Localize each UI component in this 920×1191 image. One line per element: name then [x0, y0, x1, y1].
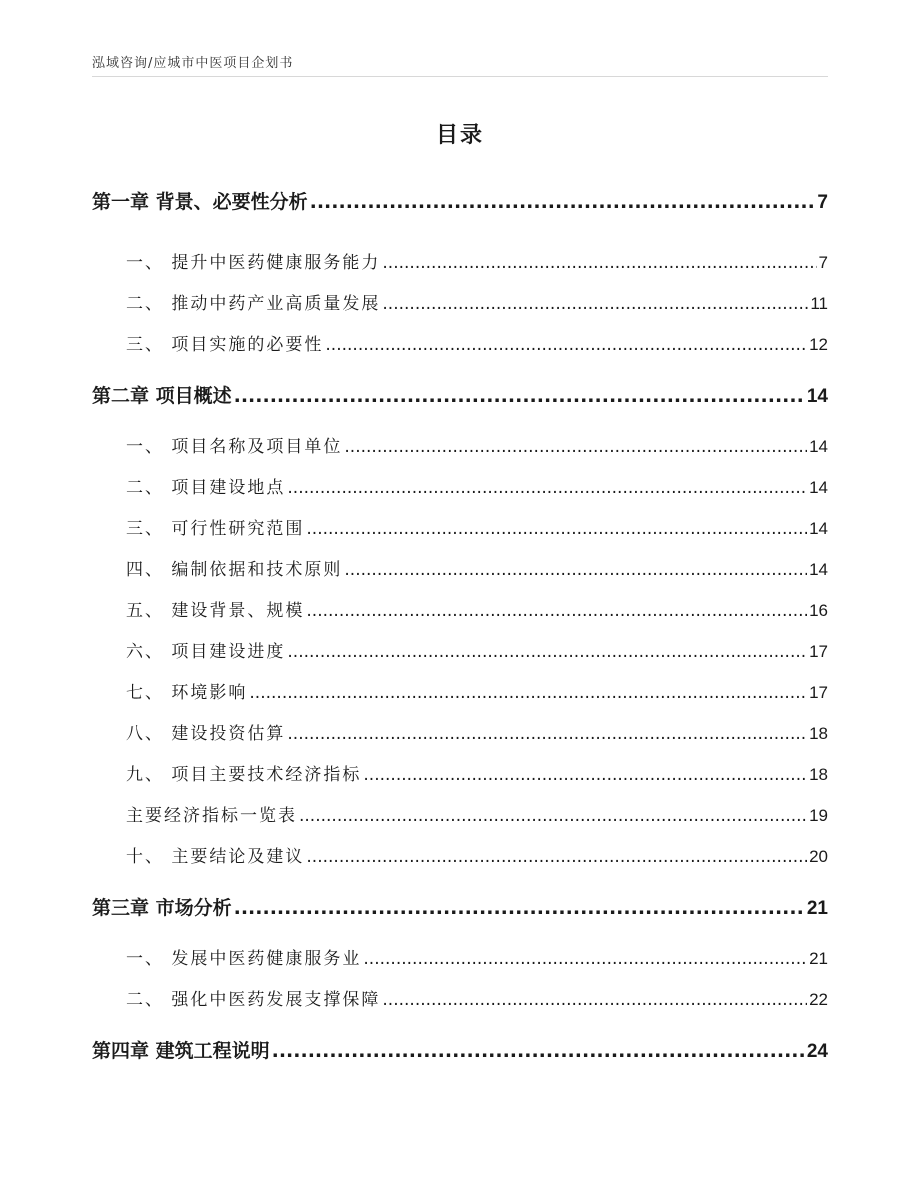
toc-section-entry[interactable]	[126, 842, 828, 867]
page-title: 目录	[435, 123, 484, 148]
toc-section-entry[interactable]	[126, 760, 828, 785]
toc-page-number: 11	[810, 294, 828, 313]
toc-entry-label: 五、 建设背景、规模	[126, 601, 305, 621]
toc-page-number: 21	[809, 949, 828, 968]
dot-leader	[287, 724, 807, 744]
toc-section-entry[interactable]	[126, 555, 828, 580]
toc-page-number: 12	[809, 335, 828, 354]
toc-page-number: 14	[809, 437, 828, 456]
toc-page-number: 14	[806, 386, 828, 407]
toc-entry-label: 一、 发展中医药健康服务业	[126, 949, 362, 969]
toc-entry-label: 第二章 项目概述	[92, 385, 232, 407]
dot-leader	[287, 478, 807, 498]
dot-leader	[382, 294, 808, 314]
toc-section-entry[interactable]	[126, 248, 828, 273]
toc-entry-label: 八、 建设投资估算	[126, 724, 286, 744]
toc-section-entry[interactable]	[126, 330, 828, 355]
toc-entry-label: 二、 项目建设地点	[126, 478, 286, 498]
toc-page-number: 21	[806, 898, 828, 919]
toc-entry-label: 三、 项目实施的必要性	[126, 335, 324, 355]
toc-chapter-entry[interactable]	[92, 187, 828, 214]
toc-section-entry[interactable]	[126, 719, 828, 744]
toc-page-number: 7	[817, 192, 828, 213]
dot-leader	[249, 683, 807, 703]
toc-page-number: 19	[809, 806, 828, 825]
running-header: 泓域咨询/应城市中医项目企划书	[92, 56, 294, 71]
toc-section-entry[interactable]	[126, 514, 828, 539]
toc-entry-label: 二、 强化中医药发展支撑保障	[126, 990, 381, 1010]
toc-page-number: 14	[809, 560, 828, 579]
toc-entry-label: 一、 提升中医药健康服务能力	[126, 253, 381, 273]
toc-entry-label: 四、 编制依据和技术原则	[126, 560, 343, 580]
toc-entry-label: 第一章 背景、必要性分析	[92, 191, 308, 213]
toc-page-number: 24	[806, 1041, 828, 1062]
toc-section-entry[interactable]	[126, 432, 828, 457]
toc-section-entry[interactable]	[126, 473, 828, 498]
toc-entry-label: 第三章 市场分析	[92, 897, 232, 919]
dot-leader	[299, 806, 807, 826]
toc-page-number: 17	[809, 683, 828, 702]
toc-section-entry[interactable]	[126, 985, 828, 1010]
toc-entry-label: 十、 主要结论及建议	[126, 847, 305, 867]
toc-page-number: 18	[809, 765, 828, 784]
dot-leader	[234, 897, 805, 919]
dot-leader	[287, 642, 807, 662]
dot-leader	[234, 385, 805, 407]
toc-page-number: 22	[809, 990, 828, 1009]
dot-leader	[306, 847, 807, 867]
toc-section-entry[interactable]	[126, 596, 828, 621]
dot-leader	[344, 560, 807, 580]
toc-section-entry[interactable]	[126, 944, 828, 969]
header-divider	[92, 76, 828, 77]
dot-leader	[306, 519, 807, 539]
toc-entry-label: 六、 项目建设进度	[126, 642, 286, 662]
toc-page-number: 7	[818, 253, 828, 272]
toc-section-entry[interactable]	[126, 637, 828, 662]
toc-entry-label: 主要经济指标一览表	[126, 806, 297, 826]
toc-section-entry[interactable]	[126, 801, 828, 826]
toc-page-number: 14	[809, 478, 828, 497]
toc-entry-label: 三、 可行性研究范围	[126, 519, 305, 539]
toc-page-number: 14	[809, 519, 828, 538]
toc-section-entry[interactable]	[126, 289, 828, 314]
toc-entry-label: 九、 项目主要技术经济指标	[126, 765, 362, 785]
dot-leader	[382, 990, 807, 1010]
dot-leader	[344, 437, 807, 457]
toc-page-number: 20	[809, 847, 828, 866]
dot-leader	[363, 949, 807, 969]
dot-leader	[325, 335, 807, 355]
toc-section-entry[interactable]	[126, 678, 828, 703]
dot-leader	[306, 601, 807, 621]
toc-chapter-entry[interactable]	[92, 893, 828, 920]
dot-leader	[272, 1040, 805, 1062]
dot-leader	[382, 253, 816, 273]
dot-leader	[310, 191, 816, 213]
toc-entry-label: 二、 推动中药产业高质量发展	[126, 294, 381, 314]
toc-entry-label: 七、 环境影响	[126, 683, 248, 703]
toc-entry-label: 一、 项目名称及项目单位	[126, 437, 343, 457]
toc-page-number: 16	[809, 601, 828, 620]
toc-chapter-entry[interactable]	[92, 1036, 828, 1063]
toc-chapter-entry[interactable]	[92, 381, 828, 408]
toc-entry-label: 第四章 建筑工程说明	[92, 1040, 270, 1062]
toc-page-number: 18	[809, 724, 828, 743]
toc-page-number: 17	[809, 642, 828, 661]
dot-leader	[363, 765, 807, 785]
